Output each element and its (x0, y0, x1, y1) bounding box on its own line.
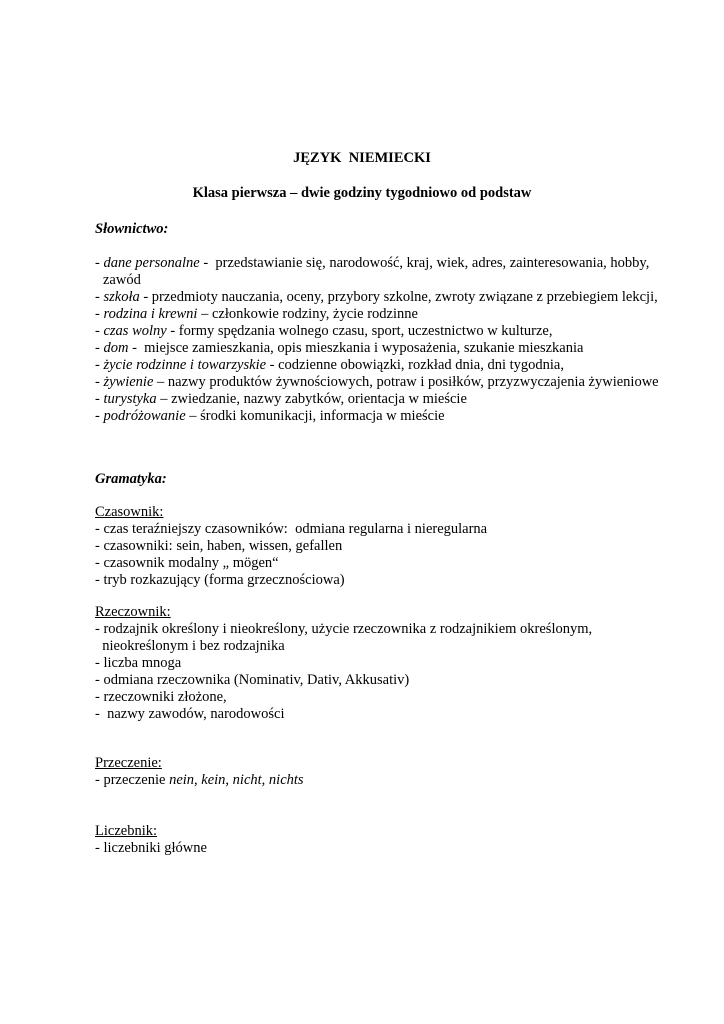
negation-label: Przeczenie: (95, 755, 162, 771)
numeral-section (95, 823, 685, 857)
noun-item: - rzeczowniki złożone, (95, 689, 227, 705)
grammar-heading: Gramatyka: (95, 471, 167, 487)
vocab-item: - turystyka – zwiedzanie, nazwy zabytków, orientacja w mieście (95, 391, 467, 407)
noun-item-continuation: nieokreślonym i bez rodzajnika (95, 638, 285, 654)
vocab-item: - dom - miejsce zamieszkania, opis mieszkania i wyposażenia, szukanie mieszkania (95, 340, 584, 356)
verb-item: - czasowniki: sein, haben, wissen, gefallen (95, 538, 343, 554)
document-subtitle: Klasa pierwsza – dwie godziny tygodniowo od podstaw (192, 185, 532, 201)
grammar-heading-block (95, 471, 685, 488)
noun-item: - liczba mnoga (95, 655, 182, 671)
verb-item: - czas teraźniejszy czasowników: odmiana regularna i nieregularna (95, 521, 488, 537)
verb-item: - czasownik modalny „ mögen“ (95, 555, 279, 571)
noun-section (95, 604, 685, 723)
numeral-label: Liczebnik: (95, 823, 158, 839)
verb-item: - tryb rozkazujący (forma grzecznościowa) (95, 572, 345, 588)
vocab-heading: Słownictwo: (95, 221, 169, 237)
vocab-item: - rodzina i krewni – członkowie rodziny, życie rodzinne (95, 306, 418, 322)
vocab-item: - szkoła - przedmioty nauczania, oceny, przybory szkolne, zwroty związane z przebiegiem lekcji, (95, 289, 658, 305)
noun-label: Rzeczownik: (95, 604, 171, 620)
noun-item: - rodzajnik określony i nieokreślony, użycie rzeczownika z rodzajnikiem określonym, (95, 621, 593, 637)
vocab-item: - dane personalne - przedstawianie się, narodowość, kraj, wiek, adres, zainteresowania, hobby, (95, 255, 650, 271)
vocab-heading-block (95, 221, 685, 238)
vocab-item: - czas wolny - formy spędzania wolnego czasu, sport, uczestnictwo w kulturze, (95, 323, 553, 339)
numeral-item: - liczebniki główne (95, 840, 207, 856)
noun-item: - nazwy zawodów, narodowości (95, 706, 285, 722)
negation-section (95, 755, 685, 789)
vocab-item: - żywienie – nazwy produktów żywnościowych, potraw i posiłków, przyzwyczajenia żywieniowe (95, 374, 659, 390)
vocab-item: - podróżowanie – środki komunikacji, informacja w mieście (95, 408, 445, 424)
document-title: JĘZYK NIEMIECKI (293, 150, 431, 166)
vocab-list (95, 255, 685, 425)
verb-label: Czasownik: (95, 504, 164, 520)
negation-item: - przeczenie nein, kein, nicht, nichts (95, 772, 304, 788)
noun-item: - odmiana rzeczownika (Nominativ, Dativ, Akkusativ) (95, 672, 410, 688)
vocab-item-continuation: zawód (103, 272, 141, 288)
verb-section (95, 504, 685, 589)
vocab-item: - życie rodzinne i towarzyskie - codzienne obowiązki, rozkład dnia, dni tygodnia, (95, 357, 564, 373)
